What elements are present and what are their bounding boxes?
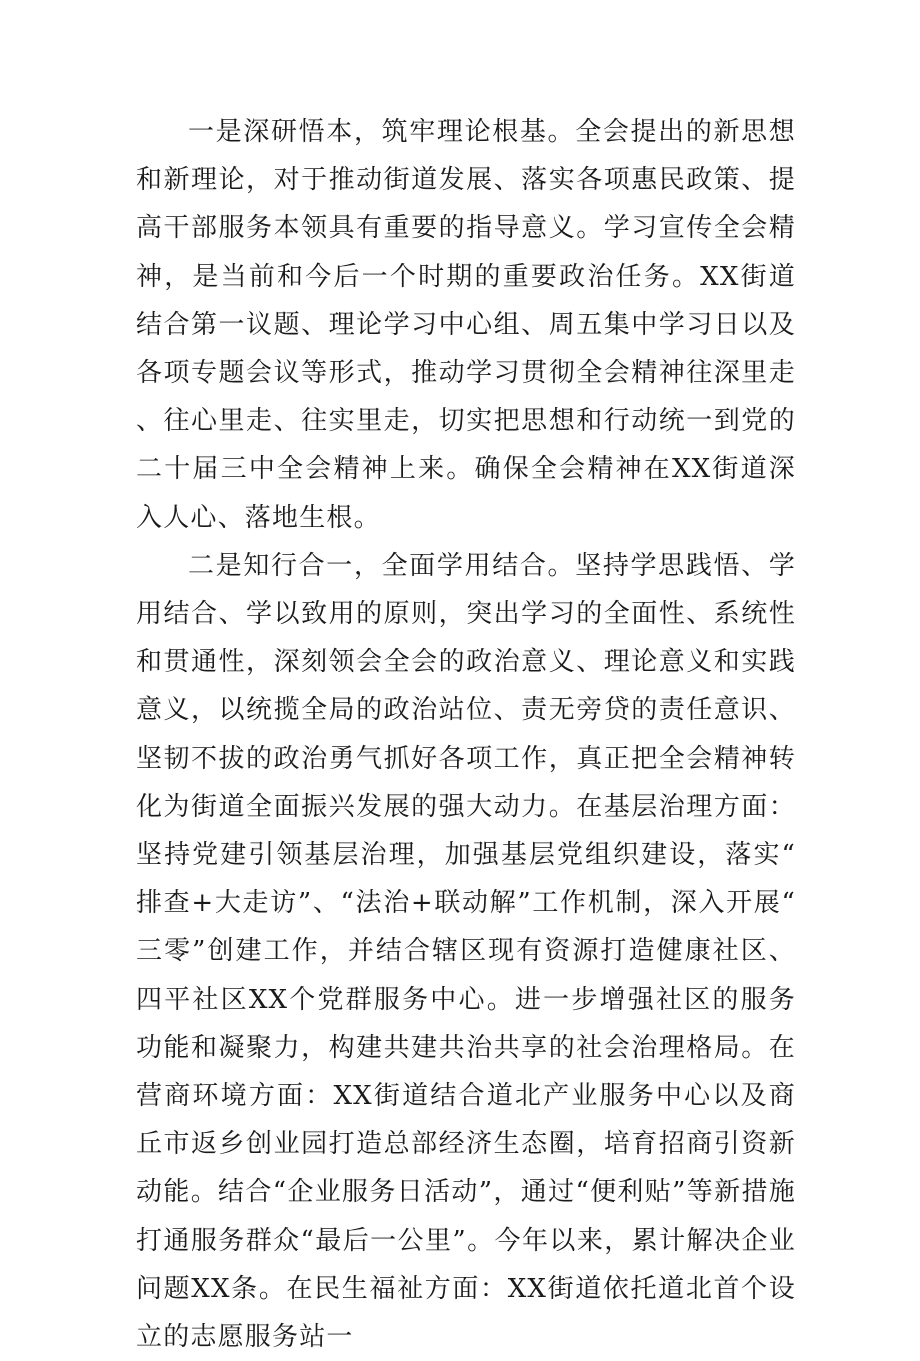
document-body — [136, 108, 796, 1361]
paragraph-knowledge-action: 二是知行合一，全面学用结合。坚持学思践悟、学用结合、学以致用的原则，突出学习的全面性、系统性和贯通性，深刻领会全会的政治意义、理论意义和实践意义，以统揽全局的政治站位、责无旁贷的责任意识、坚韧不拔的政治勇气抓好各项工作，真正把全会精神转化为街道全面振兴发展的强大动力。在基层治理方面：坚持党建引领基层治理，加强基层党组织建设，落实“排查+大走访”、“法治+联动解”工作机制，深入开展“三零”创建工作，并结合辖区现有资源打造健康社区、四平社区XX个党群服务中心。进一步增强社区的服务功能和凝聚力，构建共建共治共享的社会治理格局。在营商环境方面：XX街道结合道北产业服务中心以及商丘市返乡创业园打造总部经济生态圈，培育招商引资新动能。结合“企业服务日活动”，通过“便利贴”等新措施打通服务群众“最后一公里”。今年以来，累计解决企业问题XX条。在民生福祉方面：XX街道依托道北首个设立的志愿服务站一 — [136, 550, 796, 1353]
paragraph-theory-foundation: 一是深研悟本，筑牢理论根基。全会提出的新思想和新理论，对于推动街道发展、落实各项惠民政策、提高干部服务本领具有重要的指导意义。学习宣传全会精神，是当前和今后一个时期的重要政治任务。XX街道结合第一议题、理论学习中心组、周五集中学习日以及各项专题会议等形式，推动学习贯彻全会精神往深里走、往心里走、往实里走，切实把思想和行动统一到党的二十届三中全会精神上来。确保全会精神在XX街道深入人心、落地生根。 — [136, 117, 796, 533]
